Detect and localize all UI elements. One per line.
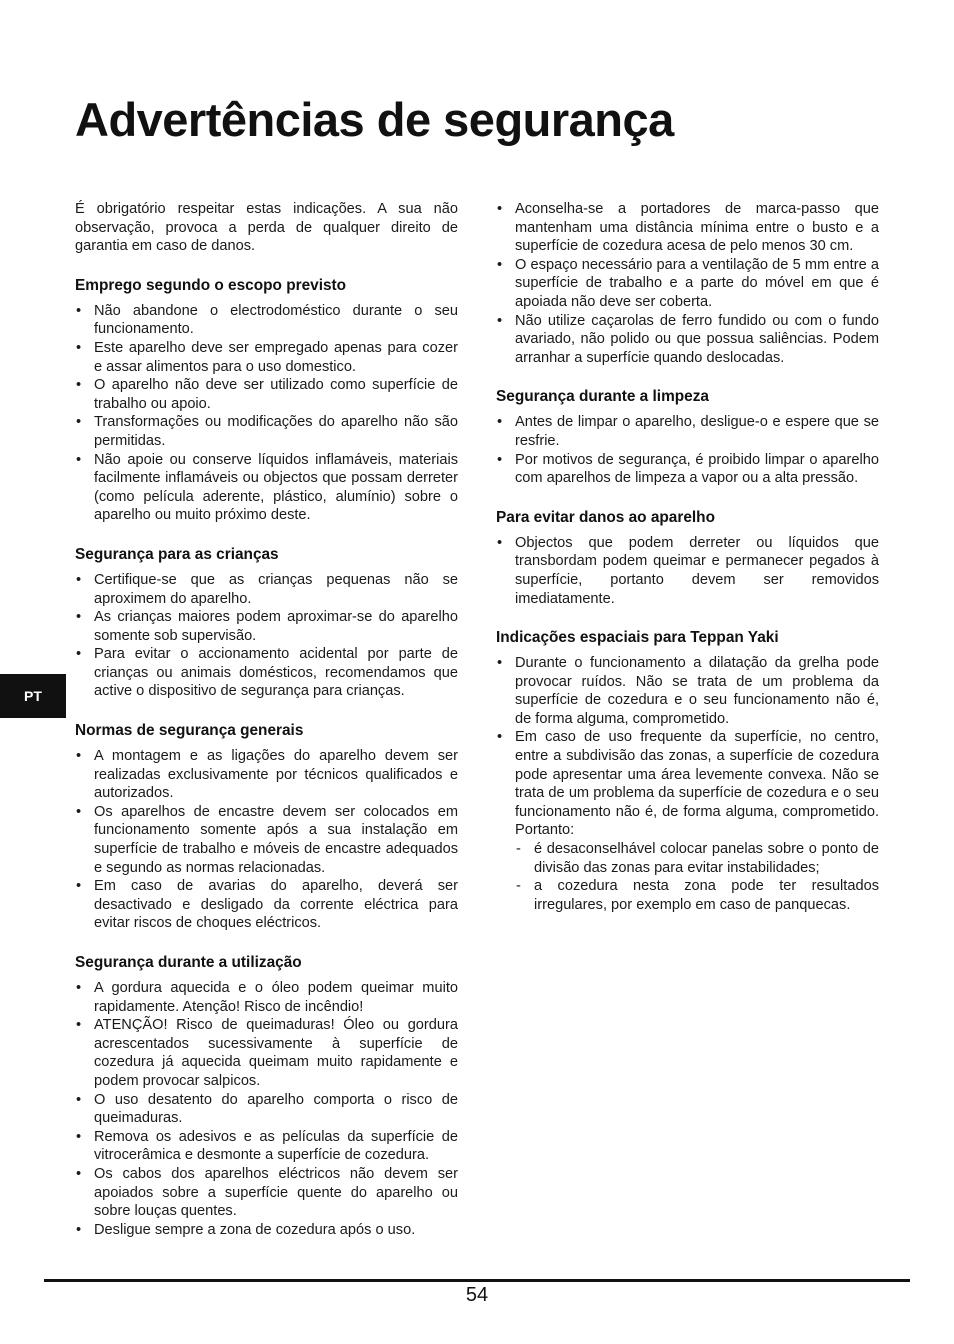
bullet-list — [75, 571, 458, 701]
page-number: 54 — [465, 1284, 489, 1306]
list-item: • A gordura aquecida e o óleo podem queimar muito rapidamente. Atenção! Risco de incêndio! — [75, 979, 458, 1016]
bullet-list — [496, 413, 879, 487]
list-item: • Certifique-se que as crianças pequenas não se aproximem do aparelho. — [75, 571, 458, 608]
sub-list-item: - é desaconselhável colocar panelas sobre o ponto de divisão das zonas para evitar instabilidades; — [515, 840, 879, 877]
list-item: • Durante o funcionamento a dilatação da grelha pode provocar ruídos. Não se trata de um problema da superfície de cozedura e o seu funcionamento não é, de forma alguma, comprometido. — [496, 654, 879, 728]
list-item: • Para evitar o accionamento acidental por parte de crianças ou animais domésticos, recomendamos que active o dispositivo de segurança para crianças. — [75, 645, 458, 701]
page-title: Advertências de segurança — [75, 93, 674, 146]
list-item: • As crianças maiores podem aproximar-se do aparelho somente sob supervisão. — [75, 608, 458, 645]
bullet-list — [496, 534, 879, 608]
list-item: • Antes de limpar o aparelho, desligue-o e espere que se resfrie. — [496, 413, 879, 450]
section-teppan — [496, 628, 879, 914]
section-normas — [75, 721, 458, 933]
list-item: • Transformações ou modificações do aparelho não são permitidas. — [75, 413, 458, 450]
list-item: • Objectos que podem derreter ou líquidos que transbordam podem queimar e permanecer pegados à superfície, portanto devem ser removidos imediatamente. — [496, 534, 879, 608]
section-heading: Segurança para as crianças — [75, 545, 279, 563]
list-item: • Não utilize caçarolas de ferro fundido ou com o fundo avariado, não polido ou que possua saliências. Podem arranhar a superfície quando deslocadas. — [496, 312, 879, 368]
list-item: • O uso desatento do aparelho comporta o risco de queimaduras. — [75, 1091, 458, 1128]
list-item: • Em caso de avarias do aparelho, deverá ser desactivado e desligado da corrente eléctrica para evitar riscos de choques eléctricos. — [75, 877, 458, 933]
list-item: • Não abandone o electrodoméstico durante o seu funcionamento. — [75, 302, 458, 339]
list-item: • Os cabos dos aparelhos eléctricos não devem ser apoiados sobre a superfície quente do aparelho ou sobre louças quentes. — [75, 1165, 458, 1221]
section-heading: Segurança durante a limpeza — [496, 388, 709, 406]
list-item: • Por motivos de segurança, é proibido limpar o aparelho com aparelhos de limpeza a vapor ou a alta pressão. — [496, 451, 879, 488]
bullet-list — [75, 979, 458, 1239]
bullet-list — [496, 654, 879, 914]
list-item-text: Em caso de uso frequente da superfície, no centro, entre a subdivisão das zonas, a superfície de cozedura pode apresentar uma área levemente convexa. Não se trata de um problema da superfície de cozedura e o seu funcionamento não é, de forma alguma, comprometido. Portanto: — [515, 729, 879, 839]
footer-divider — [44, 1279, 910, 1282]
section-heading: Indicações espaciais para Teppan Yaki — [496, 629, 779, 647]
list-item: • O espaço necessário para a ventilação de 5 mm entre a superfície de trabalho e a parte do móvel em que é apoiada não deve ser coberta. — [496, 256, 879, 312]
right-column — [496, 200, 879, 934]
section-heading: Normas de segurança generais — [75, 722, 304, 740]
sub-list-item: - a cozedura nesta zona pode ter resultados irregulares, por exemplo em caso de panquecas. — [515, 877, 879, 914]
section-limpeza — [496, 387, 879, 487]
section-utilizacao — [75, 953, 458, 1239]
section-criancas — [75, 545, 458, 701]
section-heading: Segurança durante a utilização — [75, 954, 302, 971]
list-item: • Remova os adesivos e as películas da superfície de vitrocerâmica e desmonte a superfície de cozedura. — [75, 1128, 458, 1165]
section-emprego — [75, 276, 458, 525]
list-item: • O aparelho não deve ser utilizado como superfície de trabalho ou apoio. — [75, 376, 458, 413]
sub-list — [515, 840, 879, 914]
left-column — [75, 200, 458, 1259]
bullet-list — [75, 302, 458, 525]
list-item: • Desligue sempre a zona de cozedura após o uso. — [75, 1221, 458, 1240]
list-item: • Os aparelhos de encastre devem ser colocados em funcionamento somente após a sua instalação em superfície de trabalho e móveis de encastre adequados e segundo as normas relacionadas. — [75, 803, 458, 877]
bullet-list — [75, 747, 458, 933]
intro-paragraph: É obrigatório respeitar estas indicações. A sua não observação, provoca a perda de qualquer direito de garantia em caso de danos. — [75, 201, 458, 255]
section-utilizacao-continued — [496, 200, 879, 367]
list-item: • Este aparelho deve ser empregado apenas para cozer e assar alimentos para o uso domestico. — [75, 339, 458, 376]
list-item: • ATENÇÃO! Risco de queimaduras! Óleo ou gordura acrescentados sucessivamente à superfície de cozedura já aquecida queimam muito rapidamente e podem provocar salpicos. — [75, 1016, 458, 1090]
list-item: • Aconselha-se a portadores de marca-passo que mantenham uma distância mínima entre o busto e a superfície de cozedura acesa de pelo menos 30 cm. — [496, 200, 879, 256]
section-danos — [496, 508, 879, 608]
section-heading: Emprego segundo o escopo previsto — [75, 276, 347, 294]
bullet-list — [496, 200, 879, 367]
section-heading: Para evitar danos ao aparelho — [496, 508, 715, 526]
list-item: • A montagem e as ligações do aparelho devem ser realizadas exclusivamente por técnicos qualificados e autorizados. — [75, 747, 458, 803]
list-item: • Não apoie ou conserve líquidos inflamáveis, materiais facilmente inflamáveis ou objectos que possam derreter (como película aderente, plástico, alumínio) sobre o aparelho ou muito próximo deste. — [75, 451, 458, 525]
list-item — [496, 728, 879, 914]
language-tab: PT — [0, 674, 66, 718]
